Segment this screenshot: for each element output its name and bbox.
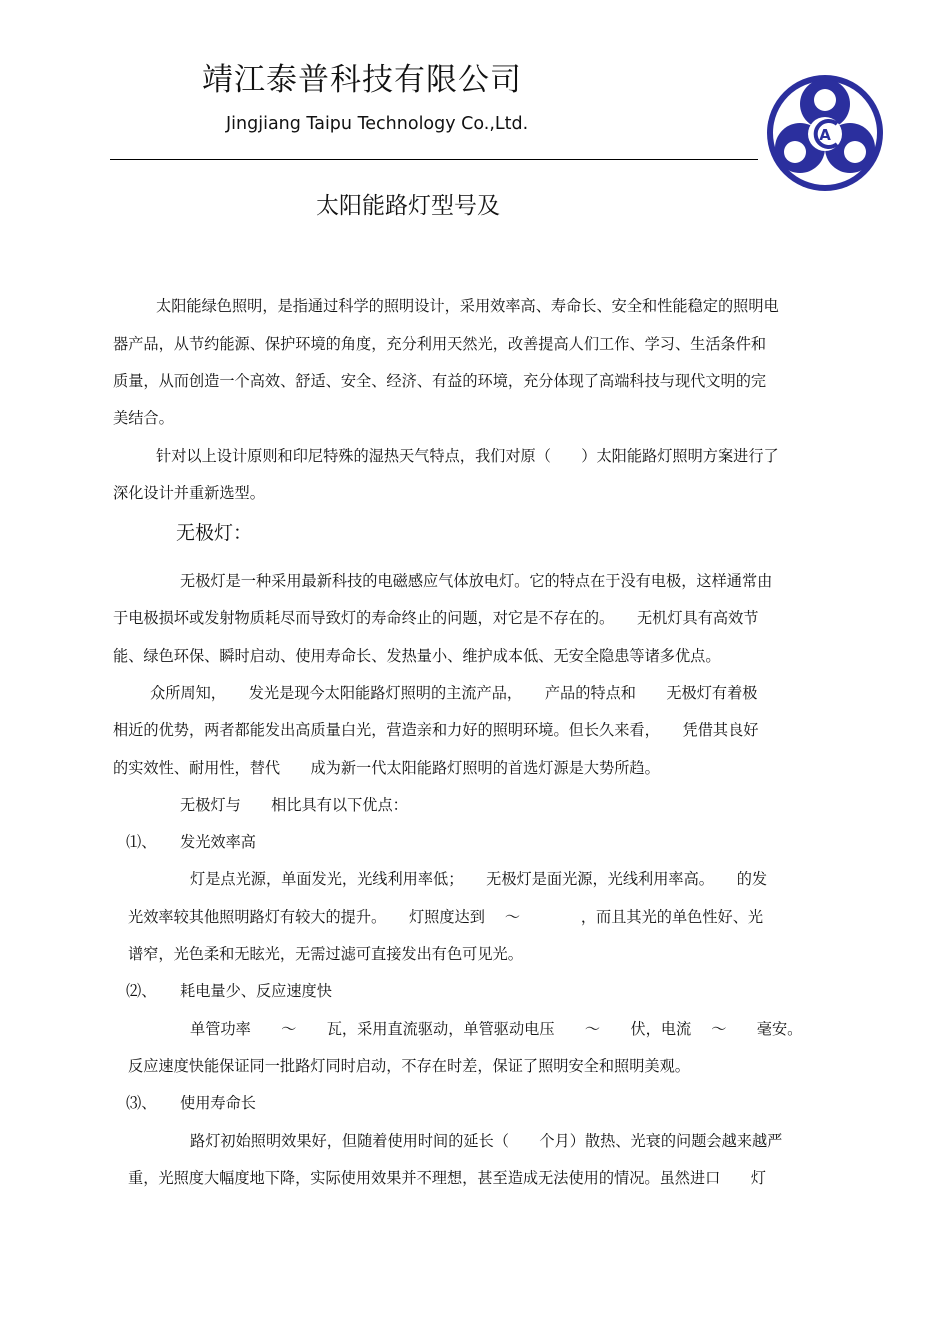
company-logo-icon: [764, 72, 886, 194]
header-divider: [110, 159, 758, 160]
paragraph-line: 美结合。: [113, 409, 174, 427]
company-name-cn: 靖江泰普科技有限公司: [202, 62, 522, 98]
document-title: 太阳能路灯型号及: [316, 193, 500, 219]
list-item-title: 耗电量少、反应速度快: [180, 982, 332, 1000]
paragraph-line: 太阳能绿色照明，是指通过科学的照明设计，采用效率高、寿命长、安全和性能稳定的照明电: [156, 297, 779, 315]
list-item-number: ⑶、: [126, 1094, 157, 1112]
paragraph-line: 相近的优势，两者都能发出高质量白光，营造亲和力好的照明环境。但长久来看， 凭借其良好: [113, 721, 759, 739]
paragraph-line: 灯是点光源，单面发光，光线利用率低； 无极灯是面光源，光线利用率高。 的发: [190, 870, 768, 888]
paragraph-line: 谱窄，光色柔和无眩光，无需过滤可直接发出有色可见光。: [128, 945, 523, 963]
paragraph-line: 无极灯与 相比具有以下优点：: [180, 796, 408, 814]
list-item-title: 发光效率高: [180, 833, 256, 851]
list-item-number: ⑵、: [126, 982, 157, 1000]
list-item-number: ⑴、: [126, 833, 157, 851]
paragraph-line: 光效率较其他照明路灯有较大的提升。 灯照度达到 ～ ，而且其光的单色性好、光: [128, 908, 764, 926]
paragraph-line: 于电极损坏或发射物质耗尽而导致灯的寿命终止的问题，对它是不存在的。 无机灯具有高效节: [113, 609, 759, 627]
paragraph-line: 重，光照度大幅度地下降，实际使用效果并不理想，甚至造成无法使用的情况。虽然进口 灯: [128, 1169, 766, 1187]
paragraph-line: 无极灯是一种采用最新科技的电磁感应气体放电灯。它的特点在于没有电极，这样通常由: [180, 572, 773, 590]
paragraph-line: 众所周知， 发光是现今太阳能路灯照明的主流产品， 产品的特点和 无极灯有着极: [150, 684, 758, 702]
list-item-title: 使用寿命长: [180, 1094, 256, 1112]
paragraph-line: 针对以上设计原则和印尼特殊的湿热天气特点，我们对原（ ）太阳能路灯照明方案进行了: [156, 447, 779, 465]
section-heading: 无极灯：: [176, 522, 253, 544]
paragraph-line: 深化设计并重新选型。: [113, 484, 265, 502]
paragraph-line: 单管功率 ～ 瓦，采用直流驱动，单管驱动电压 ～ 伏，电流 ～ 毫安。: [190, 1020, 803, 1038]
logo-letter: A: [819, 126, 831, 144]
paragraph-line: 的实效性、耐用性，替代 成为新一代太阳能路灯照明的首选灯源是大势所趋。: [113, 759, 660, 777]
paragraph-line: 能、绿色环保、瞬时启动、使用寿命长、发热量小、维护成本低、无安全隐患等诸多优点。: [113, 647, 721, 665]
paragraph-line: 路灯初始照明效果好，但随着使用时间的延长（ 个月）散热、光衰的问题会越来越严: [190, 1132, 783, 1150]
company-name-en: Jingjiang Taipu Technology Co.,Ltd.: [226, 114, 529, 134]
paragraph-line: 器产品，从节约能源、保护环境的角度，充分利用天然光，改善提高人们工作、学习、生活条件和: [113, 335, 767, 353]
paragraph-line: 反应速度快能保证同一批路灯同时启动，不存在时差，保证了照明安全和照明美观。: [128, 1057, 690, 1075]
paragraph-line: 质量，从而创造一个高效、舒适、安全、经济、有益的环境，充分体现了高端科技与现代文明的完: [113, 372, 767, 390]
